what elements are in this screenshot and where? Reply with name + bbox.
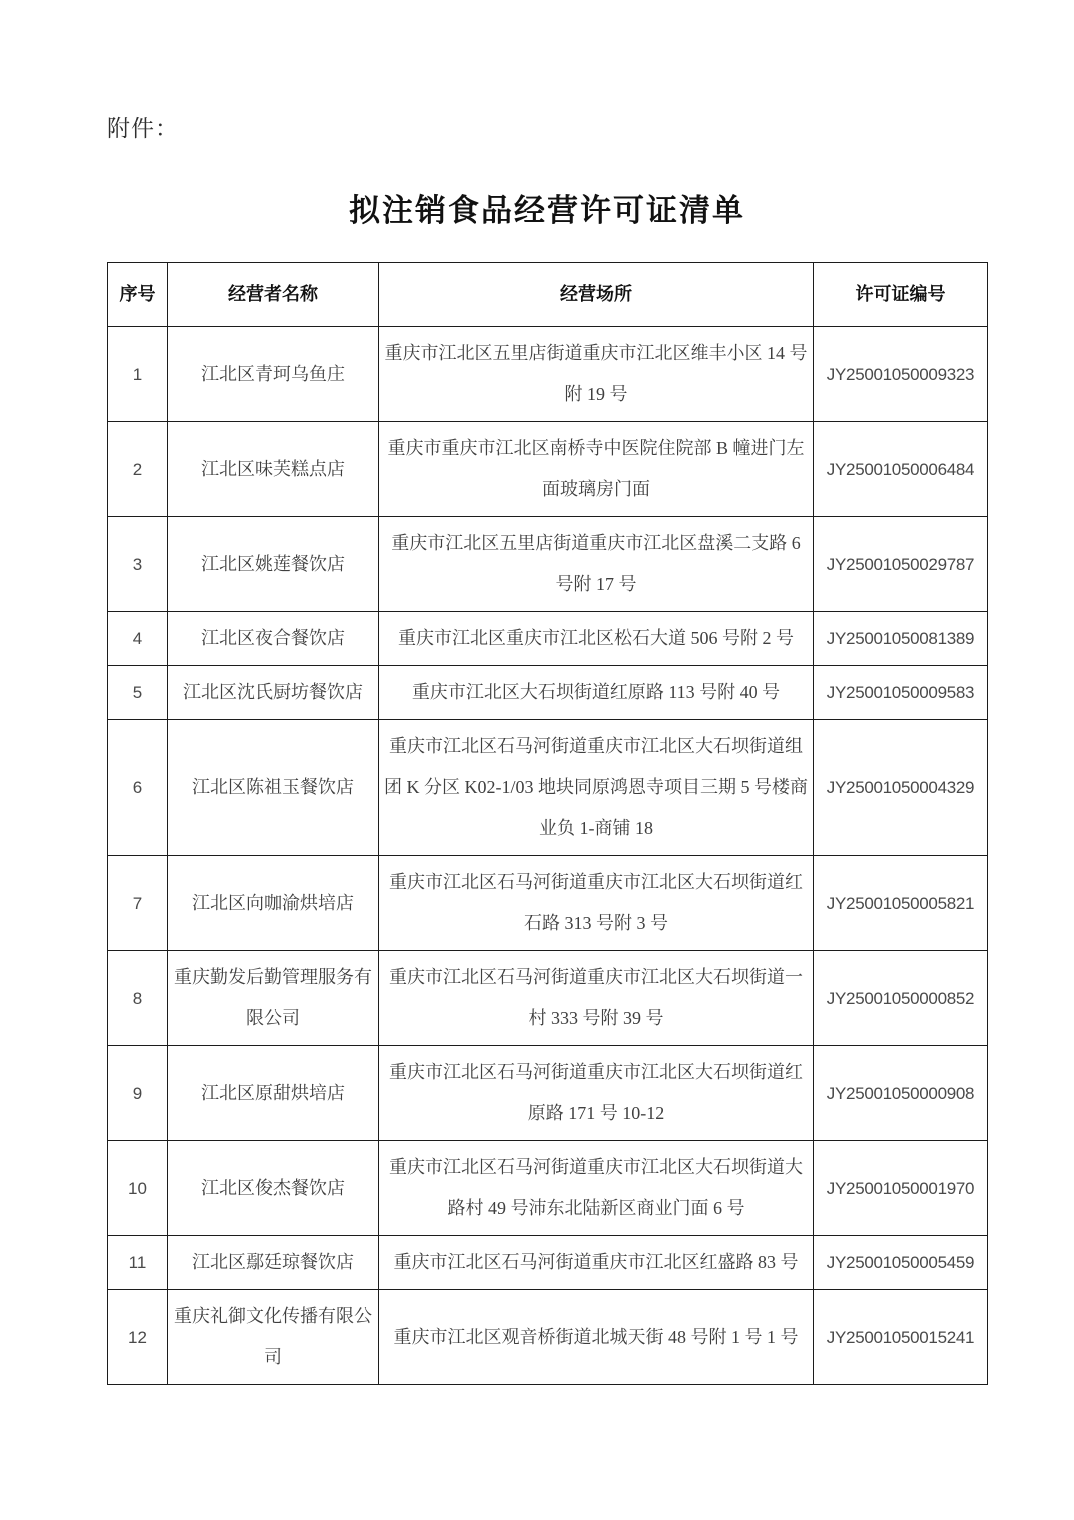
cell-name: 重庆勤发后勤管理服务有限公司	[168, 951, 379, 1046]
cell-license: JY25001050000852	[814, 951, 988, 1046]
header-name: 经营者名称	[168, 263, 379, 327]
cell-license: JY25001050005459	[814, 1236, 988, 1290]
cell-no: 9	[108, 1046, 168, 1141]
cell-name: 江北区沈氏厨坊餐饮店	[168, 666, 379, 720]
table-row	[108, 327, 988, 422]
document-body	[107, 110, 987, 1385]
cell-address: 重庆市江北区五里店街道重庆市江北区维丰小区 14 号附 19 号	[379, 327, 814, 422]
cell-address: 重庆市江北区石马河街道重庆市江北区大石坝街道大路村 49 号沛东北陆新区商业门面 6 号	[379, 1141, 814, 1236]
header-no: 序号	[108, 263, 168, 327]
cell-license: JY25001050006484	[814, 422, 988, 517]
cell-no: 3	[108, 517, 168, 612]
header-address: 经营场所	[379, 263, 814, 327]
cell-address: 重庆市江北区石马河街道重庆市江北区红盛路 83 号	[379, 1236, 814, 1290]
cell-no: 1	[108, 327, 168, 422]
cell-no: 8	[108, 951, 168, 1046]
table-row	[108, 612, 988, 666]
cell-no: 12	[108, 1290, 168, 1385]
table-row	[108, 1236, 988, 1290]
cell-no: 6	[108, 720, 168, 856]
cell-address: 重庆市江北区五里店街道重庆市江北区盘溪二支路 6 号附 17 号	[379, 517, 814, 612]
cell-license: JY25001050004329	[814, 720, 988, 856]
cell-name: 江北区陈祖玉餐饮店	[168, 720, 379, 856]
cell-name: 江北区向咖渝烘培店	[168, 856, 379, 951]
cell-address: 重庆市江北区石马河街道重庆市江北区大石坝街道红石路 313 号附 3 号	[379, 856, 814, 951]
cell-no: 11	[108, 1236, 168, 1290]
table-row	[108, 720, 988, 856]
cell-name: 江北区青珂乌鱼庄	[168, 327, 379, 422]
page-title: 拟注销食品经营许可证清单	[349, 193, 745, 228]
cell-no: 2	[108, 422, 168, 517]
cell-name: 江北区原甜烘培店	[168, 1046, 379, 1141]
table-row	[108, 1046, 988, 1141]
cell-name: 重庆礼御文化传播有限公司	[168, 1290, 379, 1385]
cell-no: 7	[108, 856, 168, 951]
cell-license: JY25001050009323	[814, 327, 988, 422]
table-row	[108, 1141, 988, 1236]
cell-license: JY25001050009583	[814, 666, 988, 720]
header-license: 许可证编号	[814, 263, 988, 327]
table-row	[108, 1290, 988, 1385]
table-row	[108, 856, 988, 951]
cell-license: JY25001050005821	[814, 856, 988, 951]
cell-name: 江北区味芙糕点店	[168, 422, 379, 517]
cell-license: JY25001050000908	[814, 1046, 988, 1141]
cell-name: 江北区姚莲餐饮店	[168, 517, 379, 612]
cell-license: JY25001050015241	[814, 1290, 988, 1385]
cell-address: 重庆市江北区石马河街道重庆市江北区大石坝街道一村 333 号附 39 号	[379, 951, 814, 1046]
attachment-label: 附件：	[107, 116, 179, 141]
cell-name: 江北区鄢廷琼餐饮店	[168, 1236, 379, 1290]
table-row	[108, 517, 988, 612]
table-row	[108, 951, 988, 1046]
cell-no: 10	[108, 1141, 168, 1236]
cell-name: 江北区俊杰餐饮店	[168, 1141, 379, 1236]
cell-address: 重庆市重庆市江北区南桥寺中医院住院部 B 幢进门左面玻璃房门面	[379, 422, 814, 517]
cell-license: JY25001050029787	[814, 517, 988, 612]
cell-address: 重庆市江北区石马河街道重庆市江北区大石坝街道红原路 171 号 10-12	[379, 1046, 814, 1141]
cell-address: 重庆市江北区石马河街道重庆市江北区大石坝街道组团 K 分区 K02-1/03 地块同原鸿恩寺项目三期 5 号楼商业负 1-商铺 18	[379, 720, 814, 856]
license-table	[107, 262, 988, 1385]
table-row	[108, 666, 988, 720]
cell-address: 重庆市江北区重庆市江北区松石大道 506 号附 2 号	[379, 612, 814, 666]
cell-address: 重庆市江北区大石坝街道红原路 113 号附 40 号	[379, 666, 814, 720]
cell-license: JY25001050081389	[814, 612, 988, 666]
table-row	[108, 422, 988, 517]
cell-name: 江北区夜合餐饮店	[168, 612, 379, 666]
cell-no: 4	[108, 612, 168, 666]
table-header-row	[108, 263, 988, 327]
cell-address: 重庆市江北区观音桥街道北城天街 48 号附 1 号 1 号	[379, 1290, 814, 1385]
cell-license: JY25001050001970	[814, 1141, 988, 1236]
cell-no: 5	[108, 666, 168, 720]
